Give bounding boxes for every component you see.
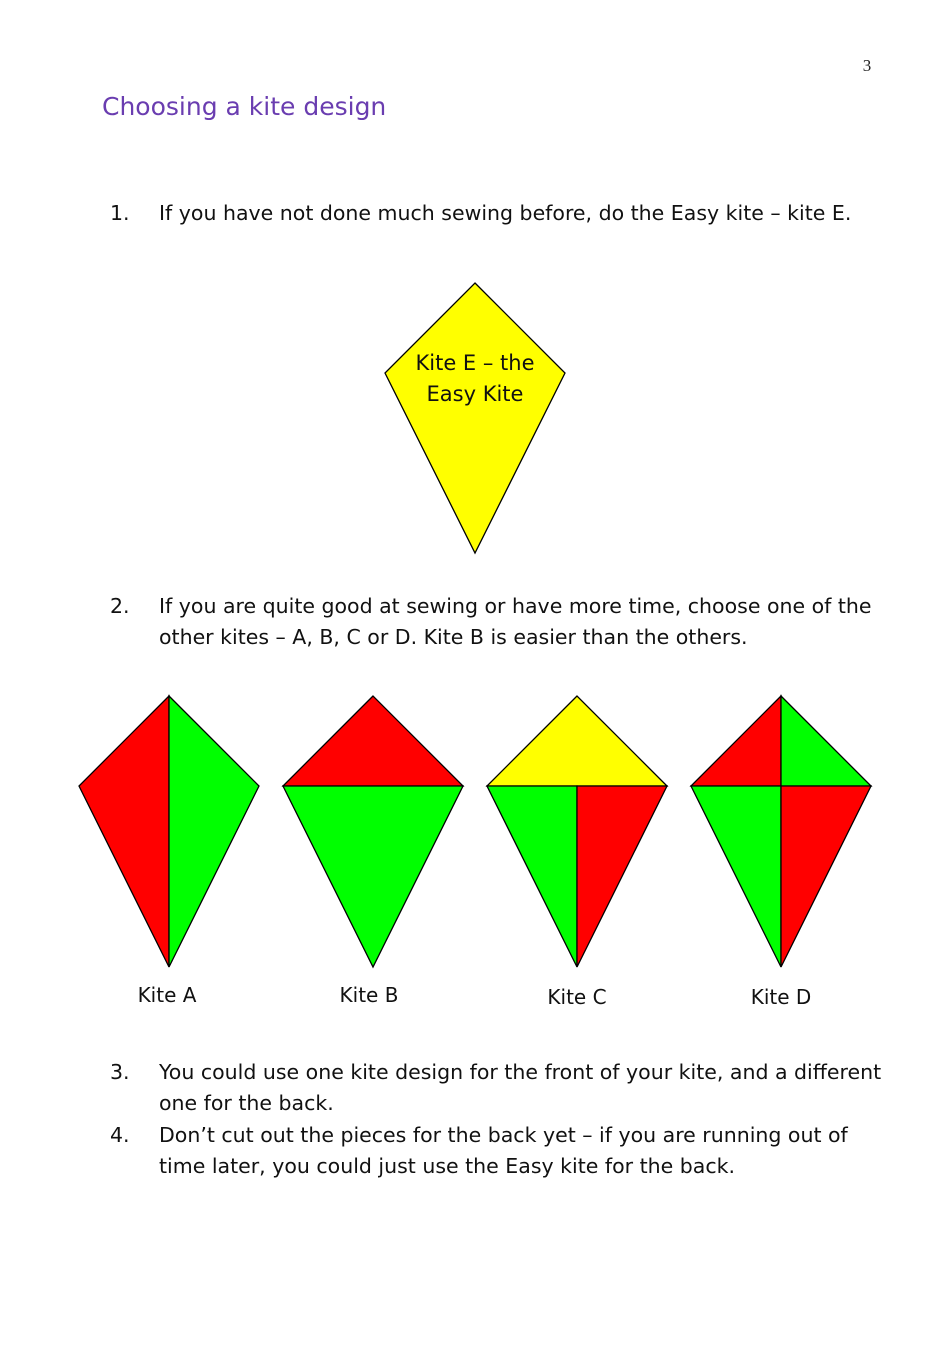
kite-c-bottom-left-panel [487,786,577,967]
list-text: Don’t cut out the pieces for the back yet – if you are running out of time later, you could just use the Easy kite for the back. [159,1123,848,1178]
page-number: 3 [862,56,872,75]
kite-d-bottom-left-panel [691,786,781,967]
kite-c-shape [487,696,667,967]
list-number: 1. [110,201,130,225]
list-number: 3. [110,1060,130,1084]
kite-b-label: Kite B [339,983,399,1007]
kite-a-left-panel [79,696,169,967]
kite-a-right-panel [169,696,259,967]
kite-d-top-left-panel [691,696,781,786]
kite-a-label: Kite A [137,983,197,1007]
kite-d-top-right-panel [781,696,871,786]
kite-b-shape [283,696,463,967]
list-text: If you have not done much sewing before, do the Easy kite – kite E. [159,201,852,225]
kite-e-label: Kite E – the Easy Kite [415,351,535,406]
kite-e-shape [385,283,565,553]
kite-d-shape [691,696,871,967]
kite-a-shape [79,696,259,967]
kite-c-label: Kite C [547,985,607,1009]
list-text: You could use one kite design for the front of your kite, and a different one for the back. [159,1060,882,1115]
section-title: Choosing a kite design [102,92,387,121]
list-text: If you are quite good at sewing or have more time, choose one of the other kites – A, B, C or D. Kite B is easier than the others. [159,594,872,649]
kite-d-label: Kite D [750,985,812,1009]
kite-b-bottom-panel [283,786,463,967]
list-number: 2. [110,594,130,618]
kite-d-bottom-right-panel [781,786,871,967]
kite-b-top-panel [283,696,463,786]
kite-c-top-panel [487,696,667,786]
kite-c-bottom-right-panel [577,786,667,967]
list-number: 4. [110,1123,130,1147]
